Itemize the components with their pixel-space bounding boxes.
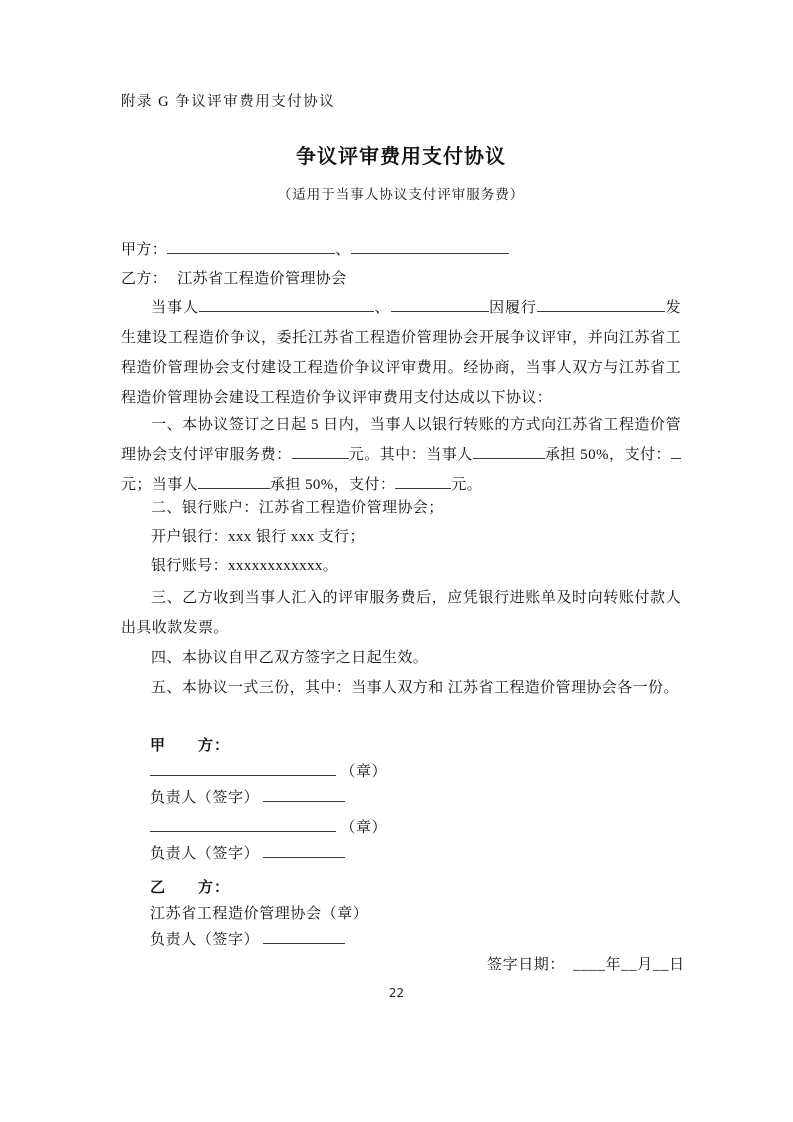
signature-section	[121, 733, 710, 953]
party-b-signer-line	[150, 927, 710, 953]
blank-field	[150, 762, 336, 776]
clause-2-number-line: 银行账号：xxxxxxxxxxxx。	[151, 558, 339, 574]
blank-field	[199, 298, 374, 312]
blank-field	[292, 445, 349, 459]
party-a-signature-header: 甲 方：	[150, 738, 231, 754]
blank-field	[395, 475, 451, 489]
party-a-signer-line-1	[150, 785, 710, 811]
blank-field	[263, 844, 345, 858]
party-a-seal-line-2	[150, 815, 710, 841]
clause-1-text: 一、本协议签订之日起 5 日内，当事人以银行转账的方式向江苏省工程造价管理协会支付评审服务费：	[121, 417, 681, 463]
clause-4: 四、本协议自甲乙双方签字之日起生效。	[151, 650, 429, 666]
party-a-seal-line-1	[150, 759, 710, 785]
clause-1	[121, 410, 681, 500]
clause-1-text: 元。	[451, 477, 483, 493]
intro-text: 因履行	[488, 300, 538, 316]
blank-field	[263, 788, 345, 802]
intro-text: 发生建设工程造价争议，委托江苏省工程造价管理协会开展争议评审，并向江苏省工程造价管理协会支付建设工程造价争议评审费用。经协商，当事人双方与江苏省工程造价管理协会建设工程造价争议评审费用支付达成以下协议：	[121, 300, 681, 406]
clause-1-text: 元。其中：当事人	[348, 447, 473, 463]
blank-field	[391, 298, 489, 312]
clause-1-text: 承担 50%，支付：	[544, 447, 672, 463]
blank-field	[167, 240, 335, 254]
party-a-separator: 、	[335, 242, 351, 258]
party-b-label: 乙方：	[121, 271, 168, 287]
clause-2-account-line: 二、银行账户：江苏省工程造价管理协会；	[151, 500, 444, 516]
blank-field	[473, 445, 545, 459]
page-number: 22	[388, 986, 405, 1000]
party-a-line	[121, 236, 681, 265]
party-a-label: 甲方：	[121, 242, 168, 258]
seal-label: （章）	[340, 820, 388, 836]
parties-section	[121, 236, 681, 294]
blank-field	[150, 818, 336, 832]
party-b-name: 江苏省工程造价管理协会	[177, 271, 347, 287]
blank-field	[671, 445, 681, 459]
blank-field	[198, 475, 270, 489]
blank-field	[263, 930, 345, 944]
appendix-label: 附录 G 争议评审费用支付协议	[121, 94, 336, 110]
blank-field	[537, 298, 665, 312]
seal-label: （章）	[340, 764, 388, 780]
blank-field	[351, 240, 509, 254]
clause-5: 五、本协议一式三份，其中：当事人双方和 江苏省工程造价管理协会各一份。	[151, 680, 679, 696]
intro-text: 当事人	[151, 300, 199, 316]
party-b-signature-header: 乙 方：	[150, 880, 231, 896]
page-title: 争议评审费用支付协议	[296, 146, 506, 168]
signature-date-line: 签字日期： ____年__月__日	[487, 957, 685, 973]
clause-1-text: 元；当事人	[121, 477, 199, 493]
signer-label: 负责人（签字）	[150, 932, 260, 948]
clause-3: 三、乙方收到当事人汇入的评审服务费后，应凭银行进账单及时向转账付款人出具收款发票。	[121, 590, 681, 636]
party-a-signer-line-2	[150, 841, 710, 867]
clause-2-bank-line: 开户银行：xxx 银行 xxx 支行；	[151, 529, 365, 545]
clause-2	[121, 494, 681, 581]
party-b-line	[121, 265, 681, 294]
signer-label: 负责人（签字）	[150, 846, 260, 862]
page-subtitle: （适用于当事人协议支付评审服务费）	[277, 187, 525, 202]
clause-1-text: 承担 50%，支付：	[270, 477, 396, 493]
party-b-seal-line: 江苏省工程造价管理协会（章）	[150, 906, 369, 922]
intro-separator: 、	[373, 300, 391, 316]
signer-label: 负责人（签字）	[150, 790, 260, 806]
intro-paragraph	[121, 293, 681, 413]
